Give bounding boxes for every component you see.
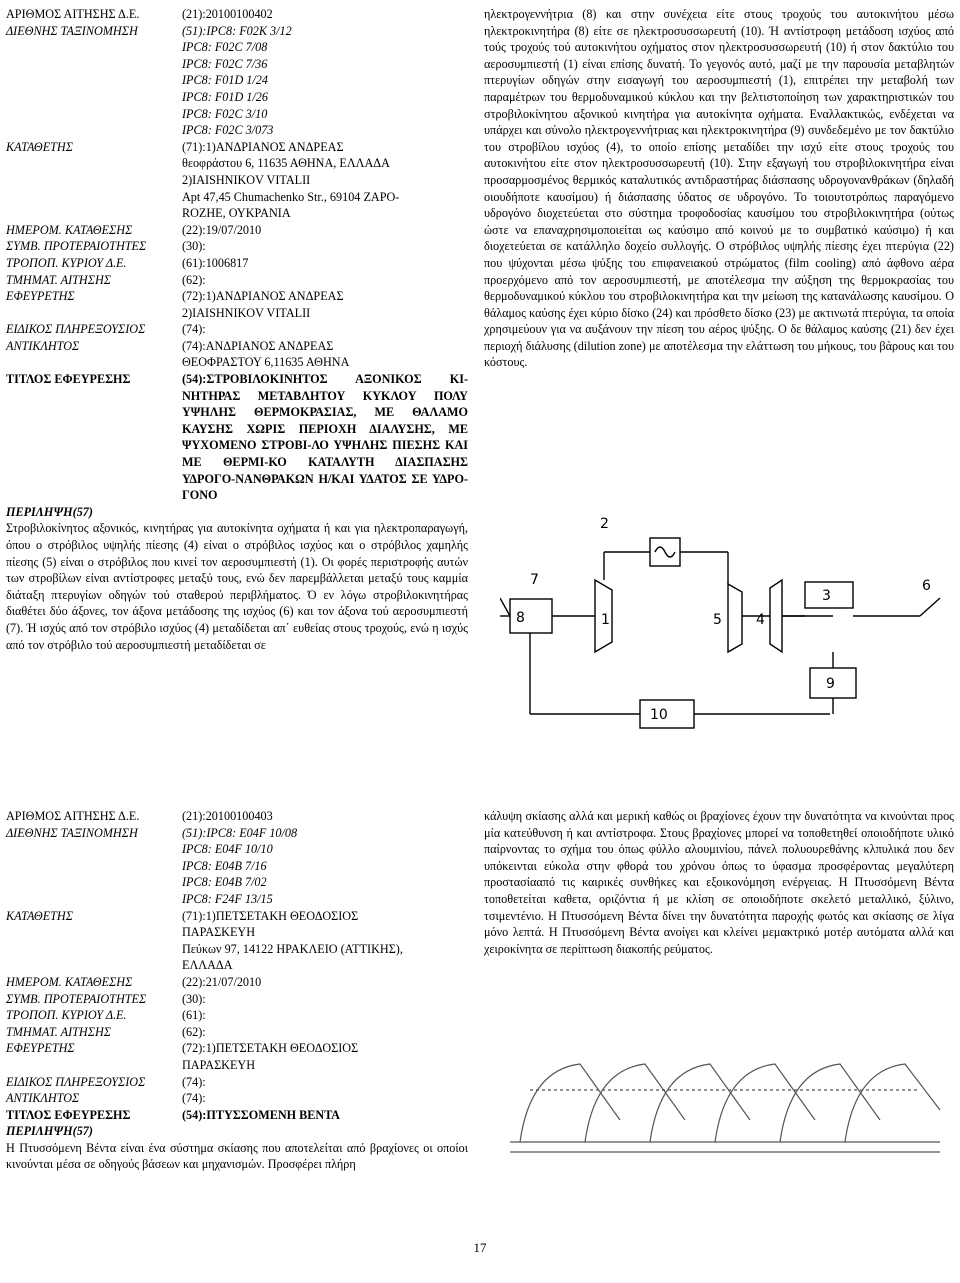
field-row xyxy=(6,222,468,239)
field-row xyxy=(6,1040,468,1057)
field-label xyxy=(6,841,182,858)
field-label xyxy=(6,56,182,73)
field-row xyxy=(6,1007,468,1024)
field-value: (61): xyxy=(182,1008,206,1023)
field-label xyxy=(6,72,182,89)
field-value: ΘΕΟΦΡΑΣΤΟΥ 6,11635 ΑΘΗΝΑ xyxy=(182,355,350,370)
field-label xyxy=(6,924,182,941)
field-row xyxy=(6,941,468,958)
field-value: (22):21/07/2010 xyxy=(182,974,262,989)
record-1-left xyxy=(6,6,468,653)
field-label: ΔΙΕΘΝΗΣ ΤΑΞΙΝΟΜΗΣΗ xyxy=(6,23,138,38)
label-2: 2 xyxy=(600,516,609,532)
field-label: ΑΡΙΘΜΟΣ ΑΙΤΗΣΗΣ Δ.Ε. xyxy=(6,809,140,823)
engine-schematic-diagram xyxy=(500,502,950,732)
field-value: (72):1)ΠΕΤΣΕΤΑΚΗ ΘΕΟΔΟΣΙΟΣ xyxy=(182,1041,359,1056)
field-label xyxy=(6,189,182,206)
field-value: 2)IAISHNIKOV VITALII xyxy=(182,172,311,187)
field-value: (74): xyxy=(182,1074,206,1089)
field-label xyxy=(6,874,182,891)
field-value: (74):ΑΝΔΡΙΑΝΟΣ ΑΝΔΡΕΑΣ xyxy=(182,338,334,353)
field-label: ΚΑΤΑΘΕΤΗΣ xyxy=(6,139,73,154)
field-row xyxy=(6,1024,468,1041)
field-label: ΤΡΟΠΟΠ. ΚΥΡΙΟΥ Δ.Ε. xyxy=(6,1008,127,1023)
field-label xyxy=(6,1057,182,1074)
field-label xyxy=(6,89,182,106)
field-row xyxy=(6,122,468,139)
field-value: (61):1006817 xyxy=(182,255,249,270)
field-label xyxy=(6,155,182,172)
field-row xyxy=(6,974,468,991)
field-value: ΠΑΡΑΣΚΕΥΗ xyxy=(182,1057,256,1072)
field-label: ΤΡΟΠΟΠ. ΚΥΡΙΟΥ Δ.Ε. xyxy=(6,255,127,270)
record-separator xyxy=(0,800,960,801)
field-value: ROZHE, ΟΥΚΡΑΝΙΑ xyxy=(182,206,291,221)
field-row xyxy=(6,6,468,23)
field-value: (71):1)ΠΕΤΣΕΤΑΚΗ ΘΕΟΔΟΣΙΟΣ xyxy=(182,908,359,923)
field-value: (21):20100100403 xyxy=(182,809,273,823)
field-row xyxy=(6,155,468,172)
field-value: IPC8: F24F 13/15 xyxy=(182,891,273,906)
field-row xyxy=(6,321,468,338)
field-label: ΤΜΗΜΑΤ. ΑΙΤΗΣΗΣ xyxy=(6,1024,111,1039)
field-value: Πεύκων 97, 14122 ΗΡΑΚΛΕΙΟ (ΑΤΤΙΚΗΣ), xyxy=(182,941,403,956)
field-row xyxy=(6,139,468,156)
field-row xyxy=(6,908,468,925)
field-value: ΠΑΡΑΣΚΕΥΗ xyxy=(182,925,256,940)
title-label: ΤΙΤΛΟΣ ΕΦΕΥΡΕΣΗΣ xyxy=(6,372,131,387)
field-row xyxy=(6,72,468,89)
field-value: IPC8: F01D 1/24 xyxy=(182,73,268,88)
record-2-fields xyxy=(6,808,468,1107)
field-value: (62): xyxy=(182,1024,206,1039)
field-value: (30): xyxy=(182,991,206,1006)
field-row xyxy=(6,172,468,189)
field-row xyxy=(6,924,468,941)
summary-text-left: Στροβιλοκίνητος αξονικός, κινητήρας για αυτοκίνητα οχήματα ή και για ηλεκτροπαραγωγή, όπου ο στρόβιλος υψηλής πίεσης (4) είναι ο στρόβιλος ισχύος και ο στρόβιλος χαμηλής πίεσης (5) είναι ο στρόβιλος που κινεί τον αεροσυμπιεστή (1). Οι φορές περιστροφής αυτών των στροβίλων είναι αντίστροφες μεταξύ τους, ενώ δεν παρεμβάλλεται μεταξύ τους καμμία διάταξη πτερυγίων οδηγών τού σταθερού περιβλήματος. Ό εν λόγω στροβιλοκινητήρας διαθέτει δύο άξονες, τον άξονα μετάδοσης της ισχύος (6) και τον άξονα τού αεροσυμπιεστή (7). Ή ισχύς από τον στρόβιλο ισχύος (4) μεταδίδεται απ΄ ευθείας στους τροχούς, ενώ η ισχύς από τον στρόβιλο τού αεροσυμπιεστή μεταδίδεται σε xyxy=(6,521,468,652)
folding-awning-drawing xyxy=(500,1030,950,1190)
field-row xyxy=(6,238,468,255)
field-row xyxy=(6,272,468,289)
label-6: 6 xyxy=(922,578,931,594)
field-row xyxy=(6,338,468,355)
field-row xyxy=(6,255,468,272)
label-4: 4 xyxy=(756,612,765,628)
field-row xyxy=(6,106,468,123)
field-row xyxy=(6,205,468,222)
field-value: (74): xyxy=(182,322,206,337)
field-label: ΣΥΜΒ. ΠΡΟΤΕΡΑΙΟΤΗΤΕΣ xyxy=(6,991,147,1006)
field-value: IPC8: F01D 1/26 xyxy=(182,89,268,104)
field-label xyxy=(6,39,182,56)
page-number: 17 xyxy=(473,1240,487,1255)
field-label: ΑΡΙΘΜΟΣ ΑΙΤΗΣΗΣ Δ.Ε. xyxy=(6,7,140,21)
field-label: ΗΜΕΡΟΜ. ΚΑΤΑΘΕΣΗΣ xyxy=(6,974,133,989)
field-label: ΤΜΗΜΑΤ. ΑΙΤΗΣΗΣ xyxy=(6,272,111,287)
field-row xyxy=(6,1057,468,1074)
label-10: 10 xyxy=(650,707,668,723)
field-value: 2)IAISHNIKOV VITALII xyxy=(182,305,311,320)
field-value: IPC8: F02C 7/08 xyxy=(182,40,268,55)
field-label xyxy=(6,891,182,908)
field-value: IPC8: E04F 10/10 xyxy=(182,842,273,857)
field-value: (74): xyxy=(182,1091,206,1106)
field-value: IPC8: E04B 7/02 xyxy=(182,875,267,890)
field-row xyxy=(6,874,468,891)
field-label: ΑΝΤΙΚΛΗΤΟΣ xyxy=(6,338,80,353)
field-row xyxy=(6,56,468,73)
field-value: (62): xyxy=(182,272,206,287)
label-8: 8 xyxy=(516,610,525,626)
field-row xyxy=(6,1090,468,1107)
summary-label: ΠΕΡΙΛΗΨΗ(57) xyxy=(6,504,93,519)
field-row xyxy=(6,354,468,371)
record-1-fields xyxy=(6,6,468,371)
field-label: ΔΙΕΘΝΗΣ ΤΑΞΙΝΟΜΗΣΗ xyxy=(6,825,138,840)
field-value: (51):IPC8: F02K 3/12 xyxy=(182,23,292,38)
field-label: ΣΥΜΒ. ΠΡΟΤΕΡΑΙΟΤΗΤΕΣ xyxy=(6,239,147,254)
summary-text-right: ηλεκτρογεννήτρια (8) και στην συνέχεια είτε στους τροχούς του αυτοκινήτου μέσω ηλεκτροκινητήρα (8) είτε σε ηλεκτροσυσσωρευτή (10). Ή αντίστροφη μετάδοση ισχύος από τούς τροχούς τού αυτοκινήτου οχήματος στον ηλεκτροσυσσωρευτή (10) ή στον δακτύλιο του αεροσυμπιεστή (1) είναι επίσης δυνατή. Το γεγονός αυτό, μαζί με την παρουσία μεταβλητών πτερυγίων οδηγών στην εισαγωγή του αεροσυμπιεστή (1), επιτρέπει την μεταβολή των παραμέτρων του θερμοδυναμικού κύκλου και την βελτιστοποίηση των χαρακτηριστικών του στροβιλοκίνητου αξονικού κινητήρα για αυτοκίνητα οχήματα. Εναλλακτικώς, ενδέχεται να υπάρχει και σύνολο ηλεκτρογεννήτριας και ηλεκτροκινητήρα (9) συνδεδεμένο με τον δακτύλιο του στροβίλου ισχύος (4), το οποίο επίσης μεταδίδει την ισχύ είτε στους τροχούς του αυτοκινήτου είτε στον ηλεκτροσυσσωρευτή (10). Στην εξαγωγή του στροβιλοκινητήρα είναι προσαρμοσμένος θερμικός καταλυτικός αντιδραστήρας διάσπασης υδρογονανθράκων (δηλαδή οιουδήποτε καυσίμου) ή διάσπασης ύδατος σε υδρογόνο. Το τοιουτοτρόπως παραγόμενο υδρογόνο διοχετεύεται στο σύστημα τροφοδοσίας καυσίμου του στροβιλοκινητήρα (ούτως ώστε να επαναχρησιμοποιείται ως καύσιμο από κοινού με το συμβατικό καύσιμο) ή και διοχετεύεται σε κατάλληλο δοχείο συλλογής. Ο στρόβιλος υψηλής πίεσης έχει πτερύγια (22) που ψύχονται μέσω ψύξης του επιφανειακού στρώματος (film cooling) από άφθονο αέρα προερχόμενο από τον αεροσυμπιεστή, με αποτέλεσμα την αύξηση της θερμοκρασίας του θερμοδυναμικού κύκλου του στροβιλοκινητήρα και την μείωση της κατανάλωσης καυσίμου. Ο θάλαμος καύσης έχει κύριο δίσκο (24) και πρόσθετο δίσκο (23) με ακτινωτά πτερύγια, τα οποία χρησιμεύουν για να αυξάνουν την πίεση του αέρος ψύξης. Ο δε θάλαμος καύσης (21) δεν έχει περιοχή διάλυσης (dilution zone) με αποτέλεσμα την ελάττωση του μήκους, του βάρους και του κόστους. xyxy=(484,7,954,370)
field-value: IPC8: F02C 3/10 xyxy=(182,106,268,121)
field-row xyxy=(6,288,468,305)
field-value: IPC8: F02C 3/073 xyxy=(182,123,274,138)
field-row xyxy=(6,891,468,908)
field-row xyxy=(6,841,468,858)
field-label: ΕΙΔΙΚΟΣ ΠΛΗΡΕΞΟΥΣΙΟΣ xyxy=(6,1074,146,1089)
title-value: (54):ΣΤΡΟΒΙΛΟΚΙΝΗΤΟΣ ΑΞΟΝΙΚΟΣ ΚΙ-ΝΗΤΗΡΑΣ ΜΕΤΑΒΛΗΤΟΥ ΚΥΚΛΟΥ ΠΟΛΥ ΥΨΗΛΗΣ ΘΕΡΜΟΚΡΑΣΙΑΣ, ΜΕ ΘΑΛΑΜΟ ΚΑΥΣΗΣ ΧΩΡΙΣ ΠΕΡΙΟΧΗ ΔΙΑΛΥΣΗΣ, ΜΕ ΨΥΧΟΜΕΝΟ ΣΤΡΟΒΙ-ΛΟ ΥΨΗΛΗΣ ΠΙΕΣΗΣ ΚΑΙ ΜΕ ΘΕΡΜΙ-ΚΟ ΚΑΤΑΛΥΤΗ ΔΙΑΣΠΑΣΗΣ ΥΔΡΟΓΟ-ΝΑΝΘΡΑΚΩΝ Η/ΚΑΙ ΥΔΑΤΟΣ ΣΕ ΥΔΡΟ-ΓΟΝΟ xyxy=(182,372,468,503)
title-label: ΤΙΤΛΟΣ ΕΦΕΥΡΕΣΗΣ xyxy=(6,1107,131,1122)
field-label: ΗΜΕΡΟΜ. ΚΑΤΑΘΕΣΗΣ xyxy=(6,222,133,237)
record-2-left xyxy=(6,808,468,1173)
summary-text-left: Η Πτυσσόμενη Βέντα είναι ένα σύστημα σκίασης που αποτελείται από βραχίονες οι οποίοι κινούνται μέσα σε οδηγούς βάσεων και μηχανισμών. Προσφέρει πλήρη xyxy=(6,1140,468,1172)
field-row xyxy=(6,89,468,106)
field-label xyxy=(6,354,182,371)
field-label xyxy=(6,205,182,222)
field-value: (72):1)ΑΝΔΡΙΑΝΟΣ ΑΝΔΡΕΑΣ xyxy=(182,289,344,304)
label-3: 3 xyxy=(822,588,831,604)
field-row xyxy=(6,808,468,825)
field-row xyxy=(6,858,468,875)
field-label xyxy=(6,172,182,189)
field-label xyxy=(6,941,182,958)
field-value: (71):1)ΑΝΔΡΙΑΝΟΣ ΑΝΔΡΕΑΣ xyxy=(182,139,344,154)
field-value: (21):20100100402 xyxy=(182,7,273,21)
field-value: θεοφράστου 6, 11635 ΑΘΗΝΑ, ΕΛΛΑΔΑ xyxy=(182,156,390,171)
label-9: 9 xyxy=(826,676,835,692)
title-row xyxy=(6,371,468,504)
field-value: IPC8: E04B 7/16 xyxy=(182,858,267,873)
field-value: ΕΛΛΑΔΑ xyxy=(182,958,233,973)
title-row xyxy=(6,1107,468,1124)
field-value: Apt 47,45 Chumachenko Str., 69104 ZAPO- xyxy=(182,189,400,204)
field-label: ΕΦΕΥΡΕΤΗΣ xyxy=(6,289,75,304)
label-5: 5 xyxy=(713,612,722,628)
field-row xyxy=(6,189,468,206)
field-label: ΚΑΤΑΘΕΤΗΣ xyxy=(6,908,73,923)
field-value: IPC8: F02C 7/36 xyxy=(182,56,268,71)
label-7: 7 xyxy=(530,572,539,588)
title-value: (54):ΠΤΥΣΣΟΜΕΝΗ ΒΕΝΤΑ xyxy=(182,1107,340,1122)
field-label xyxy=(6,305,182,322)
field-label: ΕΦΕΥΡΕΤΗΣ xyxy=(6,1041,75,1056)
label-1: 1 xyxy=(601,612,610,628)
field-label xyxy=(6,957,182,974)
summary-text-right: κάλυψη σκίασης αλλά και μερική καθώς οι βραχίονες έχουν την δυνατότητα να κινούνται προς μία κατεύθυνση ή και αντίστροφα. Στους βραχίονες μπορεί να τοποθετηθεί οποιοδήποτε υλικό παίρνοντας το σχήμα του όπως φύλλο αλουμινίου, πάνελ πολυουρεθάνης κλπυλικά που δεν υπόκεινται εύκολα στην φθορά του χρόνου όπως το ύφασμα προσφέροντας μεγαλύτερη προστασίααπό τις καιρικές συνθήκες και εξοικονόμηση ενέργειας. Η Πτυσσόμενη Βέντα τοποθετείται καθετα, οριζόντια ή με κλίση σε οποιοδήποτε σκελετό μεταλλικό, ξύλινο, τσιμεντένιο. Η Πτυσσόμενη Βέντα δίνει την δυνατότητα παροχής φωτός και σκίασης σε λίγα μόνο λεπτά. Η Πτυσσόμενη Βέντα ανοίγει και κλείνει μεμακτρικό μοτέρ αυτόματα αλλά και χειροκίνητα σε περίπτωση διακοπής ρεύματος. xyxy=(484,809,954,956)
field-row xyxy=(6,39,468,56)
field-row xyxy=(6,305,468,322)
field-label xyxy=(6,106,182,123)
field-value: (22):19/07/2010 xyxy=(182,222,262,237)
field-row xyxy=(6,23,468,40)
field-value: (51):IPC8: E04F 10/08 xyxy=(182,825,298,840)
field-label: ΕΙΔΙΚΟΣ ΠΛΗΡΕΞΟΥΣΙΟΣ xyxy=(6,322,146,337)
field-label xyxy=(6,858,182,875)
field-row xyxy=(6,991,468,1008)
field-row xyxy=(6,825,468,842)
field-row xyxy=(6,1074,468,1091)
field-label xyxy=(6,122,182,139)
field-label: ΑΝΤΙΚΛΗΤΟΣ xyxy=(6,1091,80,1106)
summary-label: ΠΕΡΙΛΗΨΗ(57) xyxy=(6,1124,93,1139)
field-value: (30): xyxy=(182,239,206,254)
field-row xyxy=(6,957,468,974)
